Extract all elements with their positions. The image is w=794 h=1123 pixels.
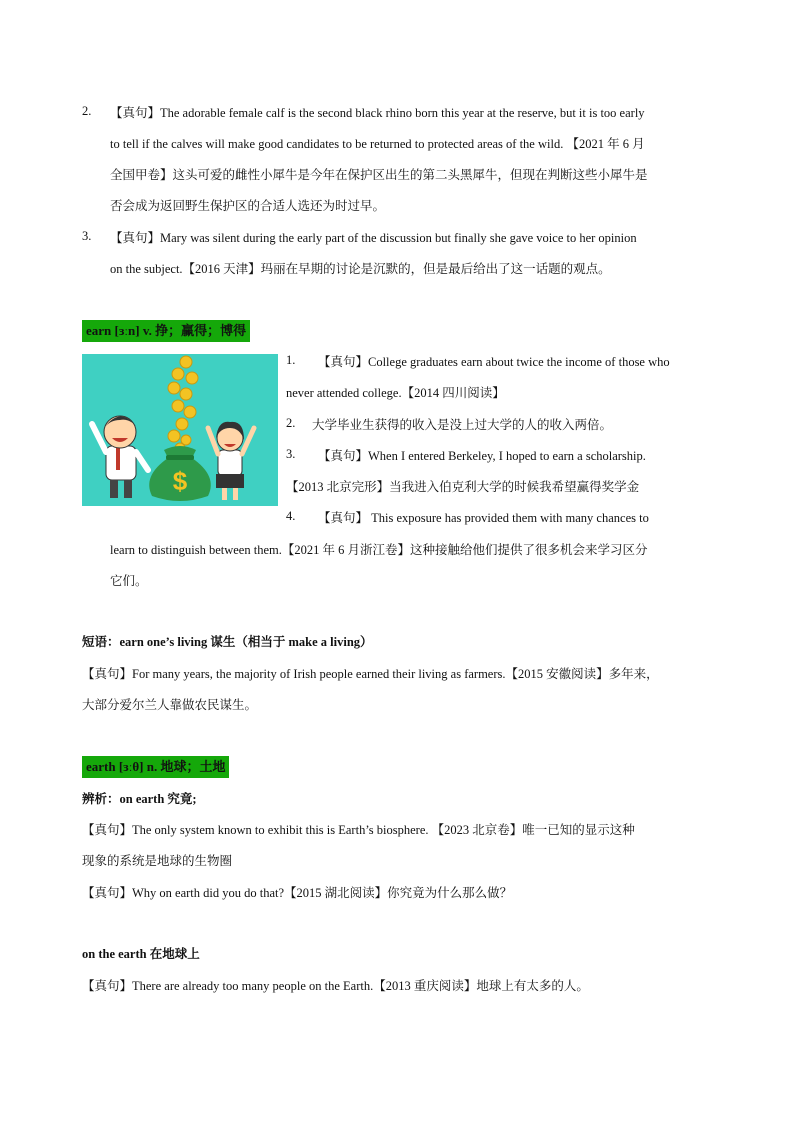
text-line: 它们。 xyxy=(110,574,148,588)
text-line: 现象的系统是地球的生物圈 xyxy=(82,854,233,868)
man-figure-icon xyxy=(92,416,148,498)
dollar-sign: $ xyxy=(172,466,188,496)
list-number: 3. xyxy=(286,447,296,461)
text-line: 大学毕业生获得的收入是没上过大学的人的收入两倍。 xyxy=(312,418,613,432)
phrase-heading: on the earth 在地球上 xyxy=(82,947,200,961)
text-line: 全国甲卷】这头可爱的雌性小犀牛是今年在保护区出生的第二头黑犀牛，但现在判断这些小犀牛是 xyxy=(110,168,648,182)
list-number: 2. xyxy=(286,416,296,430)
text-line: 否会成为返回野生保护区的合适人选还为时过早。 xyxy=(110,199,386,213)
text-line: 【真句】For many years, the majority of Irish people earned their living as farmers.【2015 安徽阅读】多年来， xyxy=(82,667,659,681)
text-line: to tell if the calves will make good candidates to be returned to protected areas of the wild. 【2021 年 6 月 xyxy=(110,137,645,151)
phrase-heading: 短语：earn one’s living 谋生（相当于 make a living） xyxy=(82,635,373,649)
list-number: 3. xyxy=(82,229,92,243)
coin-icon xyxy=(168,356,198,453)
money-illustration xyxy=(82,354,278,506)
text-line: learn to distinguish between them.【2021 年 6 月浙江卷】这种接触给他们提供了很多机会来学习区分 xyxy=(110,543,648,557)
word-heading-earn: earn [ɜːn] v. 挣；赢得；博得 xyxy=(82,320,250,342)
text-line: 【真句】There are already too many people on the Earth.【2013 重庆阅读】地球上有太多的人。 xyxy=(82,979,589,993)
text-line: 【真句】Why on earth did you do that?【2015 湖北阅读】你究竟为什么那么做？ xyxy=(82,886,513,900)
list-number: 1. xyxy=(286,353,296,367)
text-line: 【2013 北京完形】当我进入伯克利大学的时候我希望赢得奖学金 xyxy=(286,480,640,494)
text-line: 【真句】When I entered Berkeley, I hoped to earn a scholarship. xyxy=(318,449,646,463)
text-line: 大部分爱尔兰人靠做农民谋生。 xyxy=(82,698,258,712)
word-heading-earth: earth [ɜːθ] n. 地球；土地 xyxy=(82,756,229,778)
text-line: on the subject.【2016 天津】玛丽在早期的讨论是沉默的，但是最后给出了这一话题的观点。 xyxy=(110,262,611,276)
text-line: 【真句】College graduates earn about twice the income of those who xyxy=(318,355,670,369)
list-number: 2. xyxy=(82,104,92,118)
celebrating-people-money-bag-image xyxy=(82,354,278,506)
text-line: 【真句】Mary was silent during the early part of the discussion but finally she gave voice to her opinion xyxy=(110,231,637,245)
text-line: 【真句】The adorable female calf is the second black rhino born this year at the reserve, but it is too early xyxy=(110,106,645,120)
woman-figure-icon xyxy=(208,422,254,500)
analysis-heading: 辨析：on earth 究竟; xyxy=(82,792,197,806)
text-line: 【真句】 This exposure has provided them with many chances to xyxy=(318,511,649,525)
text-line: never attended college.【2014 四川阅读】 xyxy=(286,386,505,400)
text-line: 【真句】The only system known to exhibit this is Earth’s biosphere. 【2023 北京卷】唯一已知的显示这种 xyxy=(82,823,635,837)
list-number: 4. xyxy=(286,509,296,523)
